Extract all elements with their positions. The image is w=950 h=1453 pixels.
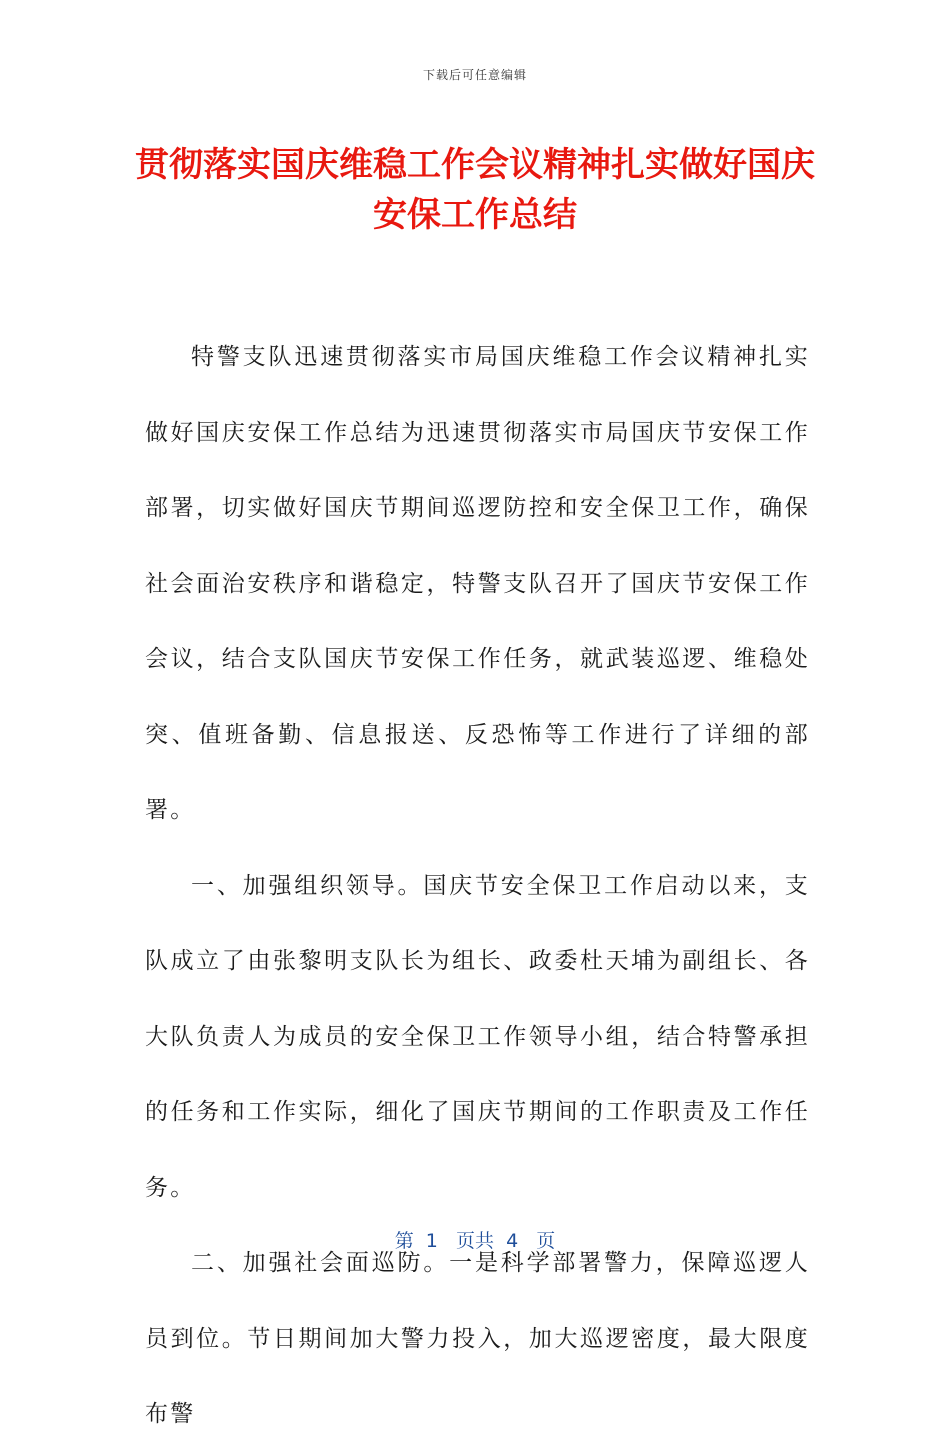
paragraph-patrol: 二、加强社会面巡防。一是科学部署警力，保障巡逻人员到位。节日期间加大警力投入，加大巡逻密度，最大限度布警 [145, 1250, 810, 1427]
paragraph-organization: 一、加强组织领导。国庆节安全保卫工作启动以来，支队成立了由张黎明支队长为组长、政委杜天埔为副组长、各大队负责人为成员的安全保卫工作领导小组，结合特警承担的任务和工作实际，细化了国庆节期间的工作职责及工作任务。 [145, 872, 810, 1201]
page-number: 第 1 页共 4 页 [394, 1230, 556, 1252]
document-title: 贯彻落实国庆维稳工作会议精神扎实做好国庆安保工作总结 [135, 145, 815, 235]
document-body [145, 320, 810, 1453]
header-note: 下载后可任意编辑 [422, 68, 527, 82]
paragraph-intro: 特警支队迅速贯彻落实市局国庆维稳工作会议精神扎实做好国庆安保工作总结为迅速贯彻落实市局国庆节安保工作部署，切实做好国庆节期间巡逻防控和安全保卫工作，确保社会面治安秩序和谐稳定，特警支队召开了国庆节安保工作会议，结合支队国庆节安保工作任务，就武装巡逻、维稳处突、值班备勤、信息报送、反恐怖等工作进行了详细的部署。 [145, 344, 810, 823]
